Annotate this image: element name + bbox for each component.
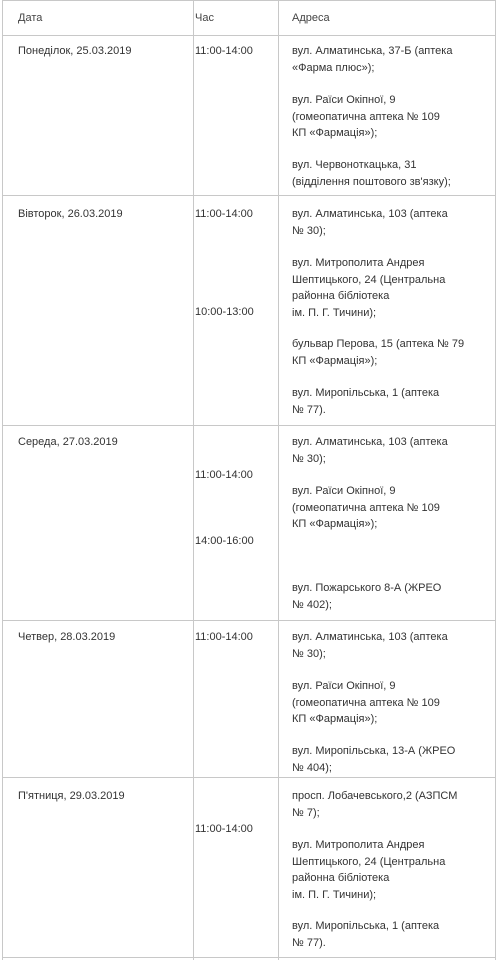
row-address: вул. Раїси Окіпної, 9 (гомеопатична аптека № 109 КП «Фармація»); xyxy=(292,680,440,725)
row-date: Понеділок, 25.03.2019 xyxy=(18,45,132,57)
row-address: вул. Раїси Окіпної, 9 (гомеопатична аптека № 109 КП «Фармація»); xyxy=(292,94,440,139)
row-time: 11:00-14:00 xyxy=(195,45,253,57)
column-divider xyxy=(278,0,279,960)
table-border-left xyxy=(2,0,3,960)
row-divider xyxy=(2,195,496,196)
row-address: просп. Лобачевського,2 (АЗПСМ № 7); xyxy=(292,790,458,819)
row-date: Середа, 27.03.2019 xyxy=(18,436,118,448)
header-time: Час xyxy=(195,12,214,24)
row-address: вул. Алматинська, 103 (аптека № 30); xyxy=(292,436,448,465)
row-date: Вівторок, 26.03.2019 xyxy=(18,208,123,220)
row-address: вул. Алматинська, 103 (аптека № 30); xyxy=(292,208,448,237)
row-time: 14:00-16:00 xyxy=(195,535,254,547)
row-divider xyxy=(2,777,496,778)
row-time: 11:00-14:00 xyxy=(195,823,253,835)
column-divider xyxy=(193,0,194,960)
table-border-right xyxy=(495,0,496,960)
row-time: 10:00-13:00 xyxy=(195,306,254,318)
row-time: 11:00-14:00 xyxy=(195,469,253,481)
row-divider xyxy=(2,620,496,621)
row-divider xyxy=(2,0,496,1)
row-address: вул. Миропільська, 1 (аптека № 77). xyxy=(292,920,440,949)
row-divider xyxy=(2,957,496,958)
row-address: вул. Миропільська, 1 (аптека № 77). xyxy=(292,387,440,416)
row-address: вул. Миропільська, 13-А (ЖРЕО № 404); xyxy=(292,745,456,774)
row-date: П'ятниця, 29.03.2019 xyxy=(18,790,125,802)
row-address: вул. Алматинська, 37-Б (аптека «Фарма плюс»); xyxy=(292,45,453,74)
row-address: вул. Митрополита Андрея Шептицького, 24 (Центральна районна бібліотека ім. П. Г. Тичини); xyxy=(292,257,446,319)
row-address: вул. Митрополита Андрея Шептицького, 24 (Центральна районна бібліотека ім. П. Г. Тичини); xyxy=(292,839,446,901)
row-address: вул. Пожарського 8-А (ЖРЕО № 402); xyxy=(292,582,442,611)
row-address: вул. Раїси Окіпної, 9 (гомеопатична аптека № 109 КП «Фармація»); xyxy=(292,485,440,530)
header-date: Дата xyxy=(18,12,43,24)
row-address: вул. Червоноткацька, 31 (відділення поштового зв'язку); xyxy=(292,159,451,188)
row-address: вул. Алматинська, 103 (аптека № 30); xyxy=(292,631,448,660)
row-address: бульвар Перова, 15 (аптека № 79 КП «Фармація»); xyxy=(292,338,465,367)
row-time: 11:00-14:00 xyxy=(195,208,253,220)
header-address: Адреса xyxy=(292,12,330,24)
row-divider xyxy=(2,425,496,426)
row-time: 11:00-14:00 xyxy=(195,631,253,643)
schedule-table xyxy=(2,0,496,960)
row-date: Четвер, 28.03.2019 xyxy=(18,631,116,643)
row-divider xyxy=(2,35,496,36)
